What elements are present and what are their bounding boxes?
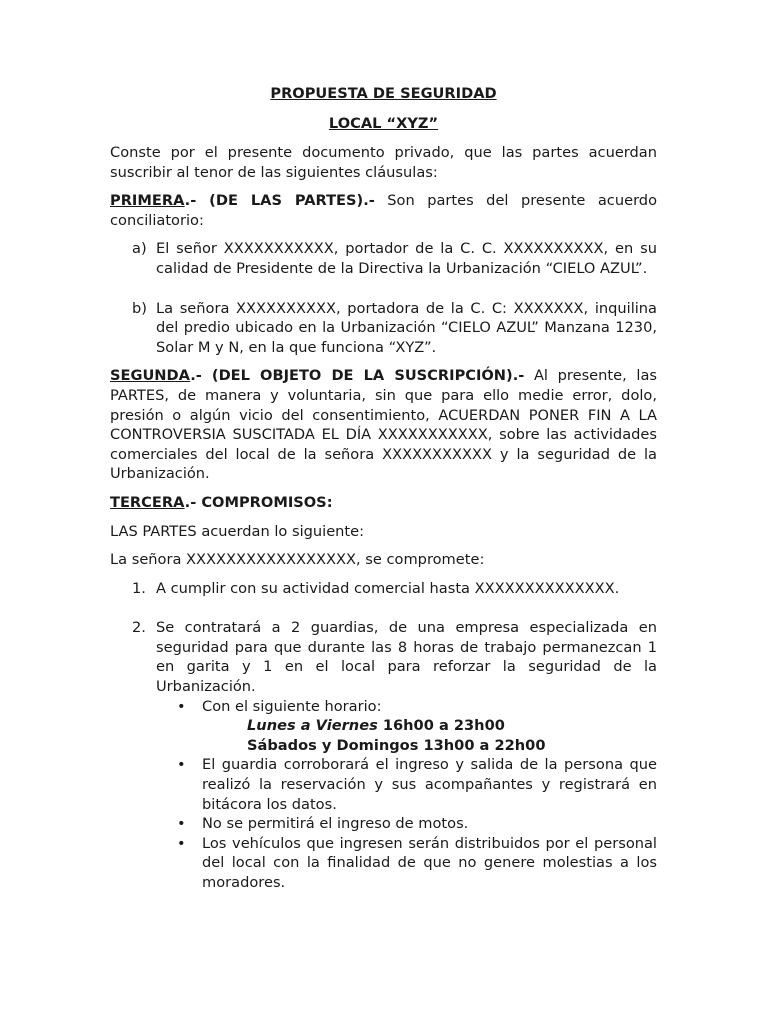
list-item <box>110 299 657 358</box>
clause-text: Son partes del presente acuerdo conciliatorio: <box>110 192 657 229</box>
bullet-icon: • <box>177 697 186 715</box>
clause-heading: .- (DEL OBJETO DE LA SUSCRIPCIÓN).- <box>190 367 525 385</box>
bullet-icon: • <box>177 834 186 852</box>
bullet-text: No se permitirá el ingreso de motos. <box>202 815 469 833</box>
list-item-text: Se contratará a 2 guardias, de una empresa especializada en seguridad para que durante las 8 horas de trabajo permanezcan 1 en garita y 1 en el local para reforzar la seguridad de la Urbanización. <box>156 619 657 696</box>
schedule-weekdays <box>110 716 657 736</box>
bullet-icon: • <box>177 815 186 833</box>
bullet-item <box>110 755 657 814</box>
list-item-text: El señor XXXXXXXXXXX, portador de la C. C. XXXXXXXXXX, en su calidad de Presidente de la Directiva la Urbanización “CIELO AZUL”. <box>156 240 657 277</box>
list-item <box>110 239 657 278</box>
bullet-item <box>110 834 657 893</box>
tercera-line-2: La señora XXXXXXXXXXXXXXXXX, se compromete: <box>110 551 485 569</box>
document-page <box>110 84 657 893</box>
clause-segunda <box>110 366 657 484</box>
list-item-text: La señora XXXXXXXXXX, portadora de la C. C: XXXXXXX, inquilina del predio ubicado en la Urbanización “CIELO AZUL” Manzana 1230, Solar M y N, en la que funciona “XYZ”. <box>156 299 657 356</box>
schedule-days: Lunes a Viernes <box>247 717 378 735</box>
document-title: PROPUESTA DE SEGURIDAD <box>270 85 497 102</box>
list-item <box>110 579 657 599</box>
clause-label: SEGUNDA <box>110 367 191 385</box>
clause-primera <box>110 191 657 230</box>
bullet-item <box>110 814 657 834</box>
list-marker: 2. <box>132 619 146 637</box>
commitments-list <box>110 579 657 697</box>
bullet-icon: • <box>177 756 186 774</box>
list-marker: 1. <box>132 579 146 597</box>
bullet-item <box>110 697 657 717</box>
document-subtitle: LOCAL “XYZ” <box>328 115 439 132</box>
bullet-text: Con el siguiente horario: <box>202 697 382 715</box>
clause-text: Al presente, las PARTES, de manera y voluntaria, sin que para ello medie error, dolo, presión o algún vicio del consentimiento, ACUERDAN PONER FIN A LA CONTROVERSIA SUSCITADA EL DÍA XXXXXXXXXXX, sobre las actividades comerciales del local de la señora XXXXXXXXXXX y la seguridad de la Urbanización. <box>110 367 657 483</box>
list-item <box>110 618 657 696</box>
parties-list <box>110 239 657 357</box>
bullet-list <box>110 697 657 717</box>
clause-heading: .- (DE LAS PARTES).- <box>184 192 375 210</box>
bullet-text: El guardia corroborará el ingreso y salida de la persona que realizó la reservación y sus acompañantes y registrará en bitácora los datos. <box>202 756 657 813</box>
list-item-text: A cumplir con su actividad comercial hasta XXXXXXXXXXXXXX. <box>156 579 620 597</box>
schedule-weekends: Sábados y Domingos 13h00 a 22h00 <box>247 736 546 754</box>
list-marker: a) <box>132 240 147 258</box>
clause-label: PRIMERA <box>110 192 185 210</box>
bullet-text: Los vehículos que ingresen serán distribuidos por el personal del local con la finalidad de que no genere molestias a los moradores. <box>202 834 657 891</box>
bullet-list <box>110 755 657 892</box>
tercera-line-1: LAS PARTES acuerdan lo siguiente: <box>110 522 365 540</box>
clause-label: TERCERA <box>110 493 185 511</box>
clause-tercera <box>110 493 657 513</box>
intro-paragraph: Conste por el presente documento privado, que las partes acuerdan suscribir al tenor de las siguientes cláusulas: <box>110 144 657 181</box>
clause-heading: .- COMPROMISOS: <box>184 493 333 511</box>
schedule-hours: 16h00 a 23h00 <box>377 717 505 735</box>
list-marker: b) <box>132 299 147 317</box>
